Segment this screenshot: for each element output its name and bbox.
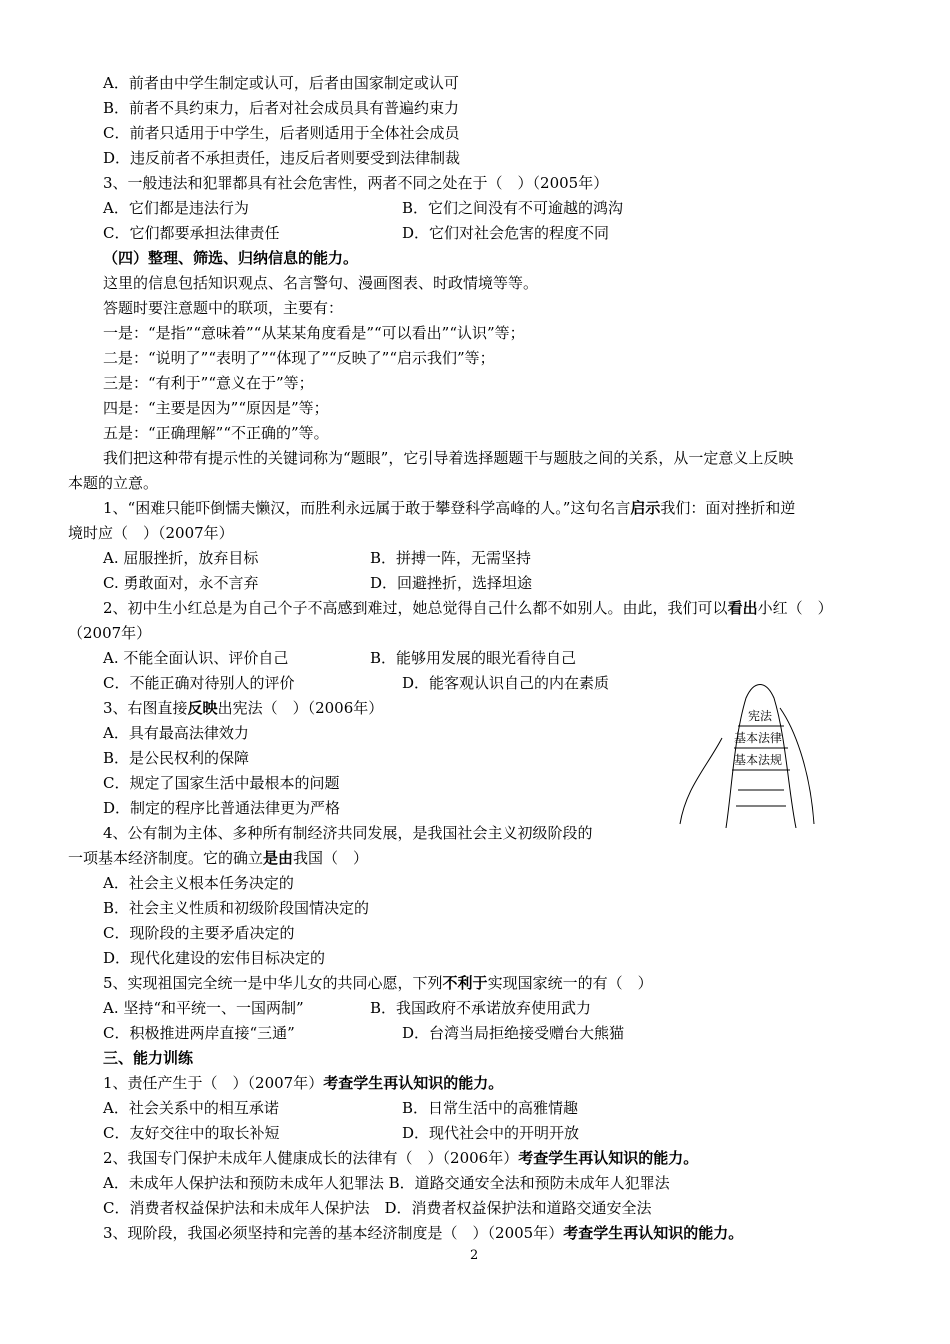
question-text: 1、“困难只能吓倒懦夫懒汉，而胜利永远属于敢于攀登科学高峰的人。”这句名言 (103, 499, 631, 517)
question-text: 我们：面对挫折和逆 (660, 499, 796, 517)
question-1 (103, 1073, 503, 1095)
ability-note: 考查学生再认知识的能力。 (323, 1074, 504, 1092)
paragraph: 本题的立意。 (68, 474, 159, 492)
option-c: C．规定了国家生活中最根本的问题 (103, 774, 340, 792)
option-c: C．现阶段的主要矛盾决定的 (103, 924, 295, 942)
question-text: 出宪法（ ）（2006年） (217, 699, 384, 717)
keyword: 是由 (263, 849, 294, 867)
question-text: 1、责任产生于（ ）（2007年） (103, 1074, 324, 1092)
list-item: 五是：“正确理解”“不正确的”等。 (103, 424, 329, 442)
option-b: B．社会主义性质和初级阶段国情决定的 (103, 899, 370, 917)
option-b: B．能够用发展的眼光看待自己 (370, 649, 577, 667)
list-item: 一是：“是指”“意味着”“从某某角度看是”“可以看出”“认识”等； (103, 324, 525, 342)
ability-note: 考查学生再认知识的能力。 (518, 1149, 699, 1167)
option-d: D．它们对社会危害的程度不同 (402, 224, 610, 242)
option-d: D．能客观认识自己的内在素质 (402, 674, 610, 692)
question-1-cont: 境时应（ ）（2007年） (68, 524, 234, 542)
list-item: 二是：“说明了”“表明了”“体现了”“反映了”“启示我们”等； (103, 349, 495, 367)
page-number: 2 (470, 1248, 479, 1263)
option-b: B．前者不具约束力，后者对社会成员具有普遍约束力 (103, 99, 460, 117)
section-heading: 三、能力训练 (103, 1049, 194, 1067)
question-text: 我国（ ） (293, 849, 369, 867)
option-d: D．现代社会中的开明开放 (402, 1124, 580, 1142)
option-b: B．它们之间没有不可逾越的鸿沟 (402, 199, 624, 217)
mountain-outline-left (680, 738, 722, 824)
option-b: B．是公民权利的保障 (103, 749, 250, 767)
ability-note: 考查学生再认知识的能力。 (563, 1224, 744, 1242)
question-5 (103, 973, 653, 995)
keyword: 反映 (187, 699, 218, 717)
list-item: 三是：“有利于”“意义在于”等； (103, 374, 314, 392)
option-c: C．不能正确对待别人的评价 (103, 674, 295, 692)
keyword: 看出 (727, 599, 758, 617)
tier-basic-law: 基本法律 (734, 731, 783, 745)
section-heading: （四）整理、筛选、归纳信息的能力。 (103, 249, 359, 267)
option-a: A．社会关系中的相互承诺 (103, 1099, 279, 1117)
question-3 (103, 1223, 743, 1245)
option-a: A．社会主义根本任务决定的 (103, 874, 294, 892)
question-1 (103, 498, 795, 520)
option-c: C．前者只适用于中学生，后者则适用于全体社会成员 (103, 124, 460, 142)
options-cd: C．消费者权益保护法和未成年人保护法 D．消费者权益保护法和道路交通安全法 (103, 1199, 652, 1217)
list-item: 四是：“主要是因为”“原因是”等； (103, 399, 329, 417)
question-text: 实现国家统一的有（ ） (487, 974, 653, 992)
mountain-outline-right (780, 708, 814, 824)
question-text: 一项基本经济制度。它的确立 (68, 849, 264, 867)
question-text: 2、初中生小红总是为自己个子不高感到难过，她总觉得自己什么都不如别人。由此，我们可以 (103, 599, 728, 617)
option-d: D．现代化建设的宏伟目标决定的 (103, 949, 326, 967)
question-text: 小红（ ） (757, 599, 833, 617)
paragraph: 我们把这种带有提示性的关键词称为“题眼”，它引导着选择题题干与题肢之间的关系，从一定意义上反映 (103, 449, 794, 467)
legal-hierarchy-figure (676, 678, 818, 828)
option-c: C．它们都要承担法律责任 (103, 224, 280, 242)
tier-basic-regulation: 基本法规 (734, 753, 783, 767)
option-b: B．拼搏一阵，无需坚持 (370, 549, 532, 567)
option-a: A. 坚持“和平统一、一国两制” (103, 999, 304, 1017)
option-d: D．回避挫折，选择坦途 (370, 574, 533, 592)
option-b: B．我国政府不承诺放弃使用武力 (370, 999, 592, 1017)
option-d: D．制定的程序比普通法律更为严格 (103, 799, 341, 817)
paragraph: 答题时要注意题中的联项，主要有： (103, 299, 344, 317)
question-2-cont: （2007年） (68, 624, 152, 642)
question-3: 3、一般违法和犯罪都具有社会危害性，两者不同之处在于（ ）（2005年） (103, 174, 609, 192)
option-d: D．台湾当局拒绝接受赠台大熊猫 (402, 1024, 625, 1042)
question-2 (103, 598, 833, 620)
option-c: C．友好交往中的取长补短 (103, 1124, 280, 1142)
option-d: D．违反前者不承担责任，违反后者则要受到法律制裁 (103, 149, 461, 167)
option-a: A．它们都是违法行为 (103, 199, 249, 217)
keyword: 启示 (630, 499, 661, 517)
question-text: 2、我国专门保护未成年人健康成长的法律有（ ）（2006年） (103, 1149, 519, 1167)
option-a: A．具有最高法律效力 (103, 724, 249, 742)
paragraph: 这里的信息包括知识观点、名言警句、漫画图表、时政情境等等。 (103, 274, 539, 292)
option-b: B．日常生活中的高雅情趣 (402, 1099, 579, 1117)
question-text: 5、实现祖国完全统一是中华儿女的共同心愿，下列 (103, 974, 443, 992)
question-2 (103, 1148, 698, 1170)
option-a: A．前者由中学生制定或认可，后者由国家制定或认可 (103, 74, 459, 92)
question-4: 4、公有制为主体、多种所有制经济共同发展，是我国社会主义初级阶段的 (103, 824, 593, 842)
question-text: 3、现阶段，我国必须坚持和完善的基本经济制度是（ ）（2005年） (103, 1224, 564, 1242)
tier-constitution: 宪法 (748, 709, 773, 723)
question-3 (103, 698, 383, 720)
option-a: A. 不能全面认识、评价自己 (103, 649, 289, 667)
keyword: 不利于 (442, 974, 488, 992)
question-text: 3、右图直接 (103, 699, 188, 717)
option-a: A. 屈服挫折，放弃目标 (103, 549, 259, 567)
options-ab: A．未成年人保护法和预防未成年人犯罪法 B．道路交通安全法和预防未成年人犯罪法 (103, 1174, 670, 1192)
option-c: C．积极推进两岸直接“三通” (103, 1024, 295, 1042)
question-4-cont (68, 848, 368, 870)
option-c: C. 勇敢面对，永不言弃 (103, 574, 259, 592)
